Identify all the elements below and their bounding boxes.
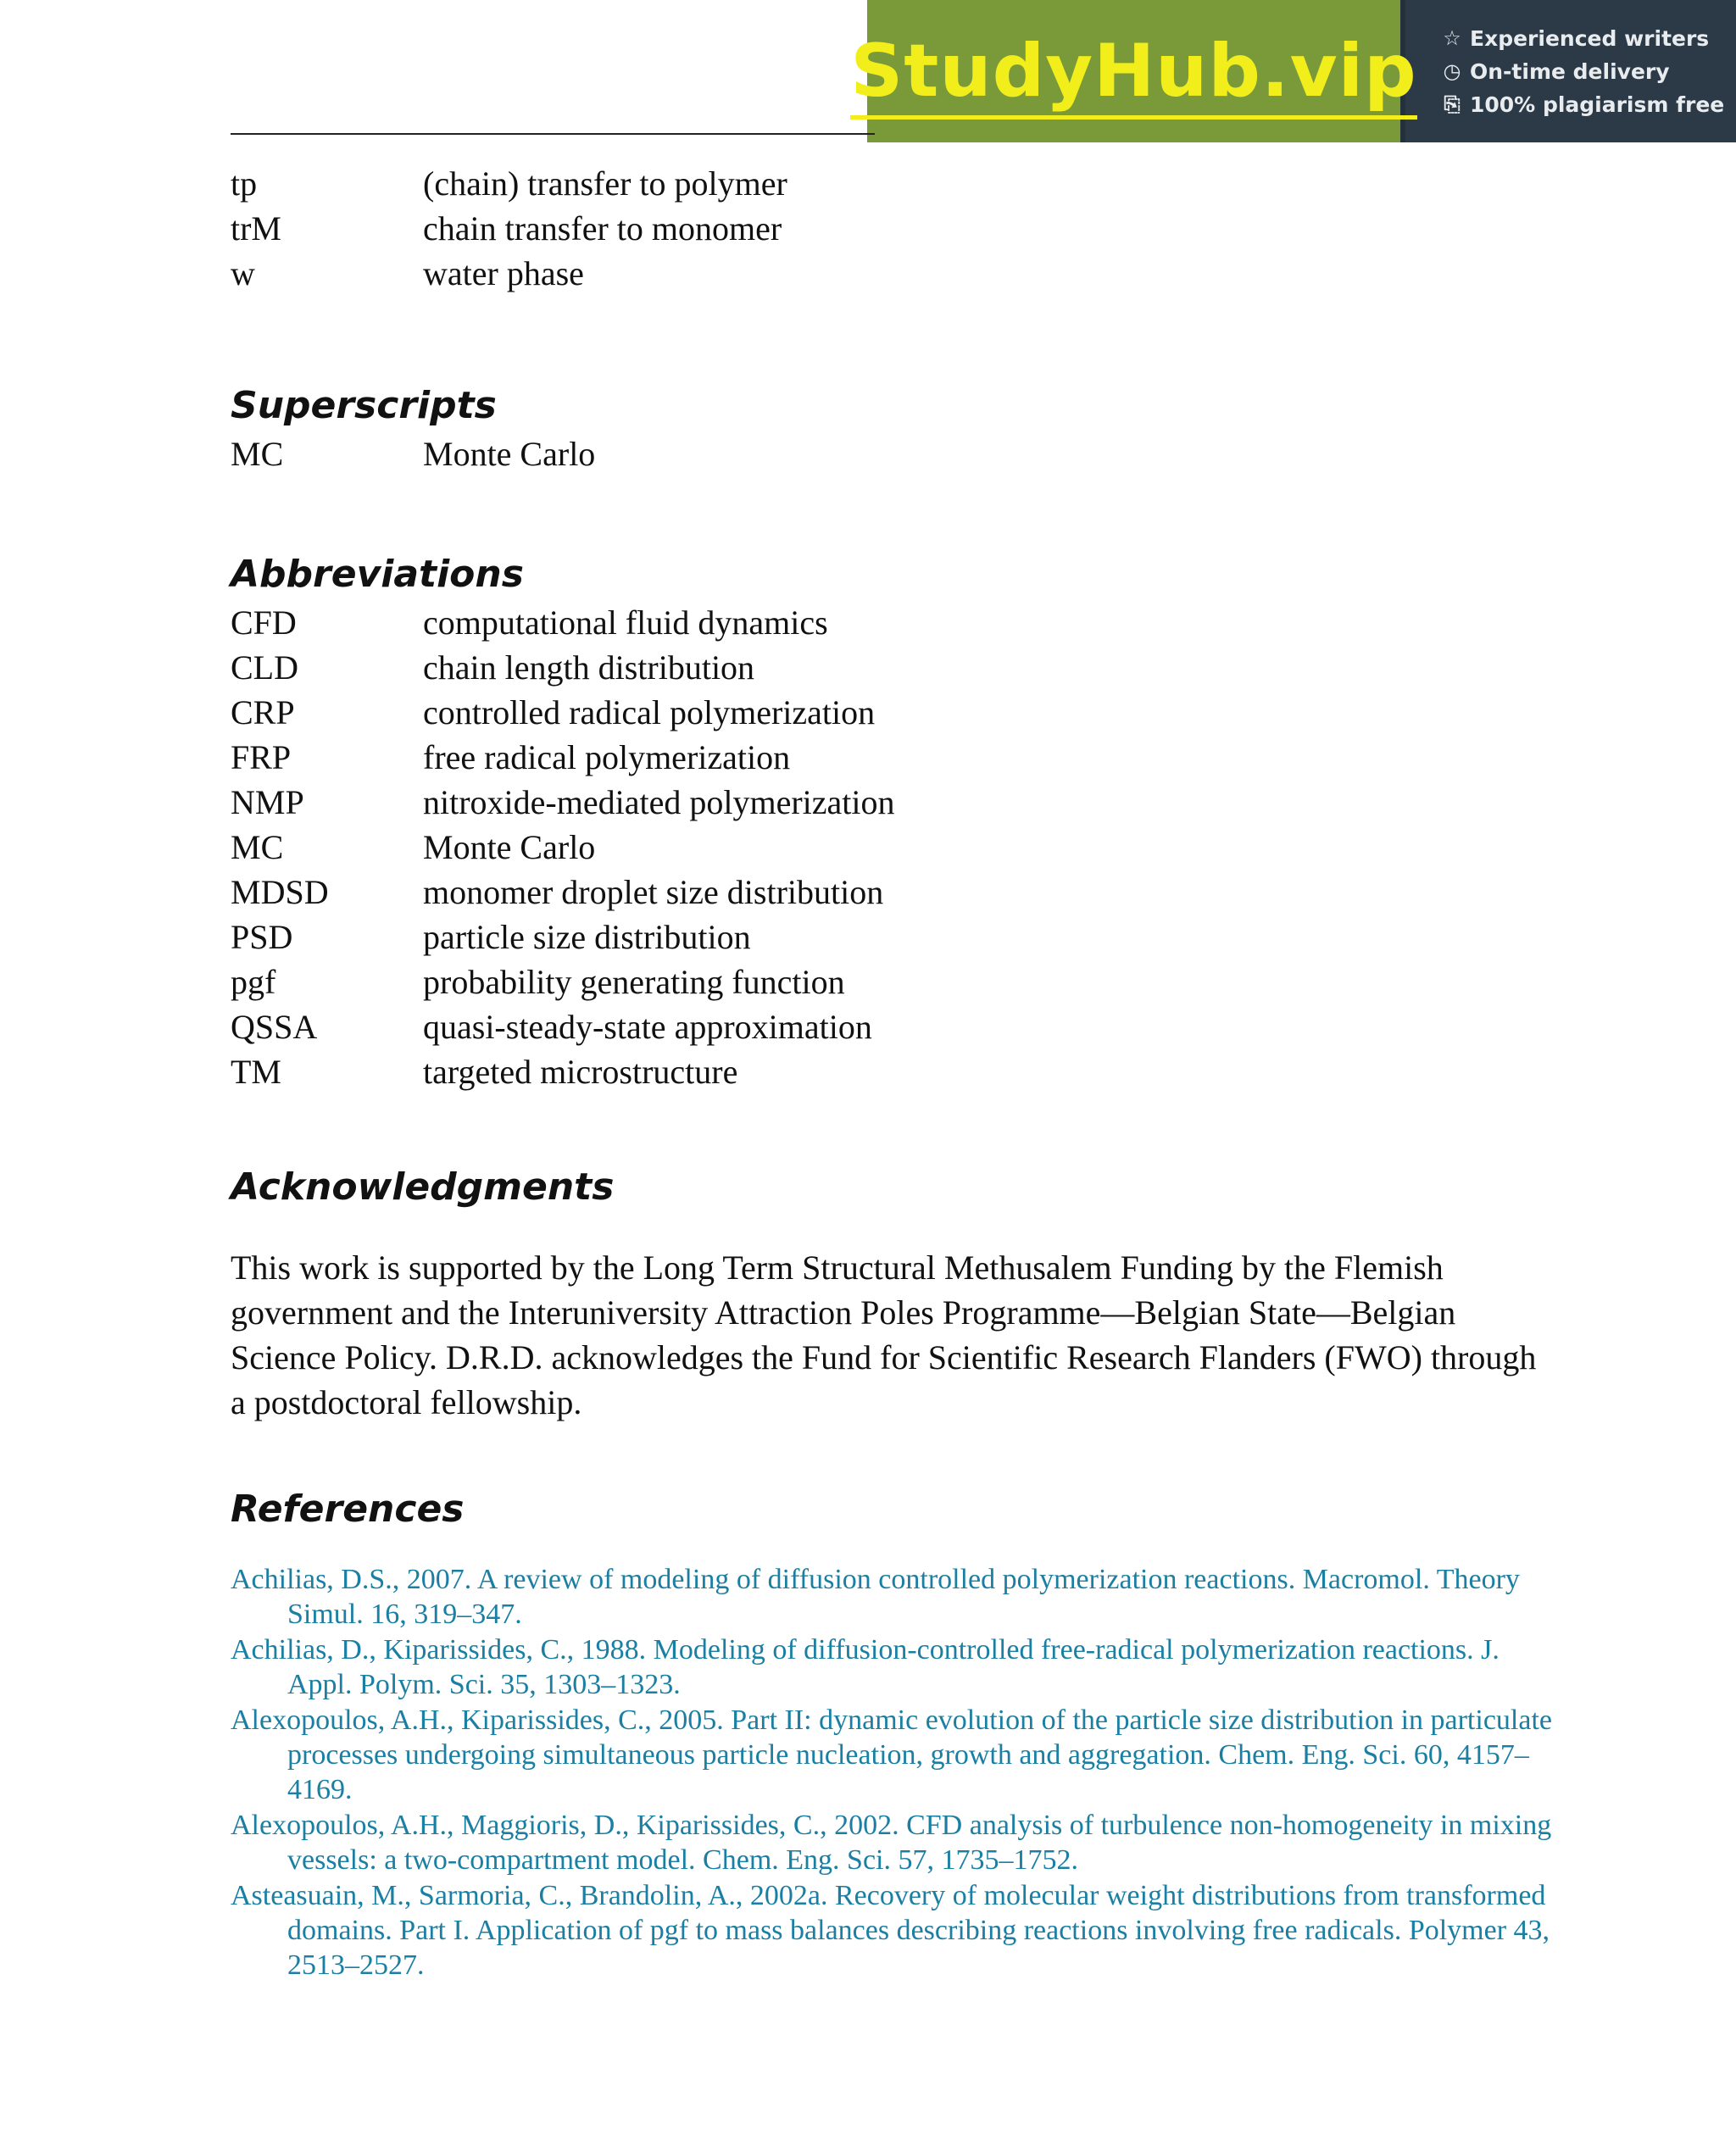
abbreviations-list bbox=[231, 600, 1570, 1094]
definition: computational fluid dynamics bbox=[423, 603, 828, 642]
definition: probability generating function bbox=[423, 963, 845, 1001]
definition: particle size distribution bbox=[423, 918, 751, 956]
term: FRP bbox=[231, 738, 292, 776]
page-content bbox=[231, 161, 1570, 1983]
term: CFD bbox=[231, 603, 297, 642]
definition: nitroxide-mediated polymerization bbox=[423, 783, 895, 821]
feature-label: 100% plagiarism free bbox=[1470, 92, 1725, 117]
definition: Monte Carlo bbox=[423, 828, 596, 866]
list-item bbox=[231, 1004, 1570, 1049]
ad-banner[interactable] bbox=[850, 0, 1736, 142]
list-item bbox=[231, 251, 1570, 296]
feature-item bbox=[1441, 26, 1736, 51]
definition: controlled radical polymerization bbox=[423, 693, 876, 731]
term: CRP bbox=[231, 693, 295, 731]
definition: Monte Carlo bbox=[423, 435, 596, 473]
acknowledgments-heading: Acknowledgments bbox=[231, 1165, 615, 1209]
list-item bbox=[231, 600, 1570, 645]
copy-icon: ⎘ bbox=[1444, 92, 1461, 116]
definition: chain length distribution bbox=[423, 648, 755, 687]
reference-link[interactable]: Achilias, D., Kiparissides, C., 1988. Modeling of diffusion-controlled free-radical polymerization reactions. J. Appl. Polym. Sci. 35, 1303–1323. bbox=[231, 1634, 1500, 1700]
brand-panel[interactable] bbox=[850, 0, 1417, 142]
reference-link[interactable]: Alexopoulos, A.H., Maggioris, D., Kiparissides, C., 2002. CFD analysis of turbulence non-homogeneity in mixing vessels: a two-compartment model. Chem. Eng. Sci. 57, 1735–1752. bbox=[231, 1810, 1552, 1876]
definition: monomer droplet size distribution bbox=[423, 873, 884, 911]
term: CLD bbox=[231, 648, 298, 687]
abbreviations-heading: Abbreviations bbox=[231, 553, 524, 596]
star-icon: ☆ bbox=[1443, 26, 1461, 50]
term: MDSD bbox=[231, 873, 329, 911]
list-item bbox=[231, 1049, 1570, 1094]
brand-underline bbox=[850, 115, 1416, 120]
term: QSSA bbox=[231, 1008, 318, 1046]
definition: water phase bbox=[423, 254, 584, 292]
definition: quasi-steady-state approximation bbox=[423, 1008, 872, 1046]
reference-link[interactable]: Alexopoulos, A.H., Kiparissides, C., 2005. Part II: dynamic evolution of the particle size distribution in particulate processes undergoing simultaneous particle nucleation, growth and aggregation. Chem. Eng. Sci. 60, 4157–4169. bbox=[231, 1704, 1552, 1805]
clock-icon: ◷ bbox=[1443, 59, 1461, 83]
term: MC bbox=[231, 435, 284, 473]
list-item bbox=[231, 959, 1570, 1004]
term: MC bbox=[231, 828, 284, 866]
acknowledgments-body: This work is supported by the Long Term Structural Methusalem Funding by the Flemish government and the Interuniversity Attraction Poles Programme—Belgian State—Belgian Science Policy. D.R.D. acknowledges the Fund for Scientific Research Flanders (FWO) through a postdoctoral fellowship. bbox=[231, 1248, 1537, 1421]
brand-logo[interactable] bbox=[850, 29, 1417, 114]
superscripts-heading: Superscripts bbox=[231, 384, 497, 427]
feature-item bbox=[1441, 92, 1736, 117]
list-item bbox=[231, 161, 1570, 206]
term: PSD bbox=[231, 918, 293, 956]
term: trM bbox=[231, 209, 281, 247]
list-item bbox=[231, 915, 1570, 959]
list-item bbox=[231, 206, 1570, 251]
reference-link[interactable]: Achilias, D.S., 2007. A review of modeling of diffusion controlled polymerization reactions. Macromol. Theory Simul. 16, 319–347. bbox=[231, 1564, 1520, 1630]
term: NMP bbox=[231, 783, 304, 821]
term: TM bbox=[231, 1053, 281, 1091]
list-item bbox=[231, 780, 1570, 825]
definition: free radical polymerization bbox=[423, 738, 791, 776]
list-item bbox=[231, 870, 1570, 915]
term: tp bbox=[231, 164, 258, 203]
feature-item bbox=[1441, 59, 1736, 84]
list-item bbox=[231, 735, 1570, 780]
subscripts-list bbox=[231, 161, 1570, 296]
feature-label: On-time delivery bbox=[1470, 58, 1670, 84]
list-item bbox=[231, 690, 1570, 735]
header-rule bbox=[231, 133, 875, 135]
feature-list bbox=[1400, 0, 1736, 142]
list-item bbox=[231, 431, 1570, 476]
reference-link[interactable]: Asteasuain, M., Sarmoria, C., Brandolin, A., 2002a. Recovery of molecular weight distributions from transformed domains. Part I. Application of pgf to mass balances describing reactions involving free radicals. Polymer 43, 2513–2527. bbox=[231, 1880, 1550, 1981]
feature-label: Experienced writers bbox=[1470, 25, 1710, 51]
term: pgf bbox=[231, 963, 276, 1001]
superscripts-list bbox=[231, 431, 1570, 476]
definition: chain transfer to monomer bbox=[423, 209, 782, 247]
definition: targeted microstructure bbox=[423, 1053, 738, 1091]
brand-text: StudyHub.vip bbox=[850, 29, 1417, 114]
references-list bbox=[231, 1562, 1561, 1983]
list-item bbox=[231, 825, 1570, 870]
list-item bbox=[231, 645, 1570, 690]
definition: (chain) transfer to polymer bbox=[423, 164, 787, 203]
references-heading: References bbox=[231, 1488, 465, 1531]
term: w bbox=[231, 254, 255, 292]
